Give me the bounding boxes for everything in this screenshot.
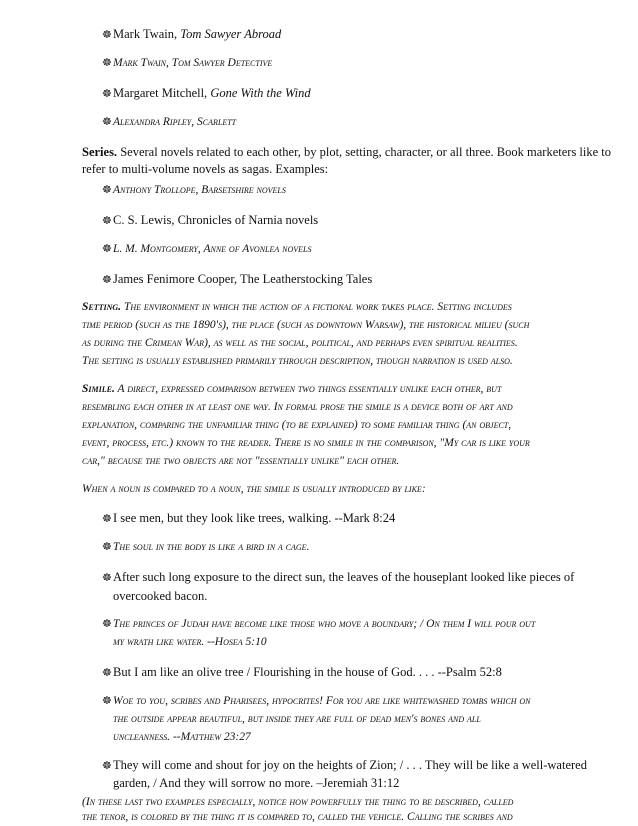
- list-item: ☸C. S. Lewis, Chronicles of Narnia novels: [102, 213, 319, 227]
- bullet-icon: ☸: [102, 88, 112, 100]
- bullet-icon: ☸: [102, 57, 112, 69]
- noun-intro-line: When a noun is compared to a noun, the simile is usually introduced by like:: [82, 483, 426, 495]
- bullet-icon: ☸: [102, 184, 112, 196]
- bullet-icon: ☸: [102, 541, 112, 553]
- example-item: ☸But I am like an olive tree / Flourishing in the house of God. . . . --Psalm 52:8: [102, 665, 502, 679]
- example-item-continued: the outside appear beautiful, but inside they are full of dead men's bones and all: [113, 713, 481, 725]
- setting-term: Setting.: [82, 301, 122, 313]
- bullet-icon: ☸: [102, 116, 112, 128]
- bullet-icon: ☸: [102, 760, 112, 772]
- setting-paragraph-line: time period (such as the 1890's), the place (such as downtown Warsaw), the historical milieu (such: [82, 319, 530, 331]
- example-item-continued: garden, / And they will sorrow no more. –Jeremiah 31:12: [113, 776, 400, 790]
- closing-paragraph-line: (In these last two examples especially, notice how powerfully the thing to be described, called: [82, 796, 514, 808]
- example-item-continued: overcooked bacon.: [113, 589, 208, 603]
- example-item: ☸I see men, but they look like trees, walking. --Mark 8:24: [102, 511, 396, 525]
- bullet-icon: ☸: [102, 29, 112, 41]
- simile-paragraph-line: explanation, comparing the unfamiliar thing (to be explained) to some familiar thing (an object,: [82, 419, 512, 431]
- list-item: ☸James Fenimore Cooper, The Leatherstocking Tales: [102, 272, 373, 286]
- bullet-icon: ☸: [102, 618, 112, 630]
- simile-term: Simile.: [82, 383, 115, 395]
- example-item: ☸The princes of Judah have become like those who move a boundary; / On them I will pour out: [102, 618, 536, 630]
- list-item: ☸Anthony Trollope, Barsetshire novels: [102, 184, 286, 196]
- example-item-continued: my wrath like water. --Hosea 5:10: [113, 636, 267, 648]
- bullet-icon: ☸: [102, 274, 112, 286]
- bullet-icon: ☸: [102, 215, 112, 227]
- list-item: ☸Mark Twain, Tom Sawyer Detective: [102, 57, 273, 69]
- simile-paragraph-line: car," because the two objects are not "essentially unlike" each other.: [82, 455, 400, 467]
- closing-paragraph-line: the tenor, is colored by the thing it is compared to, called the vehicle. Calling the scribes and: [82, 811, 513, 823]
- setting-paragraph-line: Setting. The environment in which the action of a fictional work takes place. Setting includes: [82, 301, 512, 313]
- series-paragraph-line: Series. Several novels related to each other, by plot, setting, character, or all three. Book marketers like to: [82, 145, 612, 159]
- list-item: ☸L. M. Montgomery, Anne of Avonlea novels: [102, 243, 312, 255]
- bullet-icon: ☸: [102, 572, 112, 584]
- list-item: ☸Mark Twain, Tom Sawyer Abroad: [102, 27, 282, 41]
- simile-paragraph-line: event, process, etc.) known to the reader. There is no simile in the comparison, "My car is like your: [82, 437, 530, 449]
- example-item: ☸Woe to you, scribes and Pharisees, hypocrites! For you are like whitewashed tombs which on: [102, 695, 531, 707]
- list-item: ☸Alexandra Ripley, Scarlett: [102, 116, 237, 128]
- example-item: ☸They will come and shout for joy on the heights of Zion; / . . . They will be like a well-watered: [102, 758, 587, 772]
- series-term: Series.: [82, 145, 118, 159]
- series-paragraph-line: refer to multi-volume novels as sagas. Examples:: [82, 162, 329, 176]
- bullet-icon: ☸: [102, 695, 112, 707]
- example-item: ☸After such long exposure to the direct sun, the leaves of the houseplant looked like pieces of: [102, 570, 575, 584]
- bullet-icon: ☸: [102, 667, 112, 679]
- bullet-icon: ☸: [102, 513, 112, 525]
- example-item-continued: uncleanness. --Matthew 23:27: [113, 731, 251, 743]
- simile-paragraph-line: resembling each other in at least one way. In formal prose the simile is a device both of art and: [82, 401, 513, 413]
- simile-paragraph-line: Simile. A direct, expressed comparison between two things essentially unlike each other, but: [82, 383, 502, 395]
- example-item: ☸The soul in the body is like a bird in a cage.: [102, 541, 310, 553]
- setting-paragraph-line: as during the Crimean War), as well as the social, political, and perhaps even spiritual realities.: [82, 337, 518, 349]
- bullet-icon: ☸: [102, 243, 112, 255]
- setting-paragraph-line: The setting is usually established primarily through description, though narration is used also.: [82, 355, 513, 367]
- list-item: ☸Margaret Mitchell, Gone With the Wind: [102, 86, 311, 100]
